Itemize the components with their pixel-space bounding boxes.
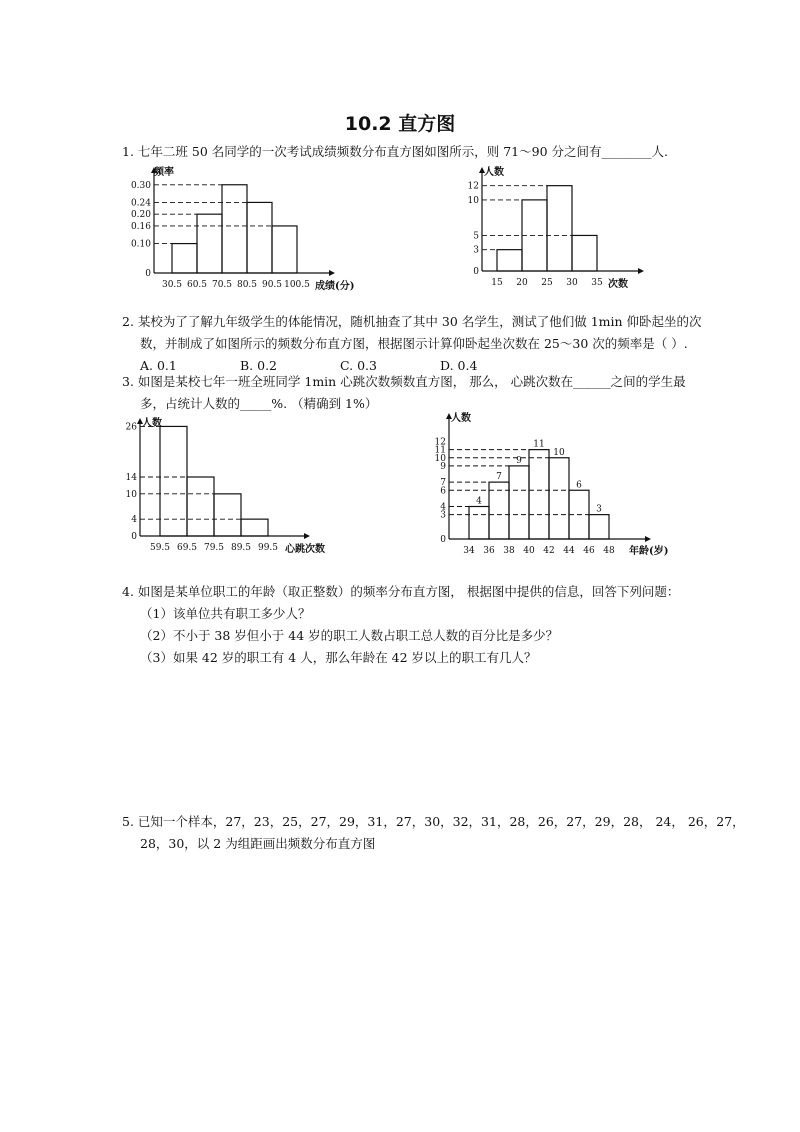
x-tick-label: 20 <box>516 278 528 288</box>
y-tick-label: 0.16 <box>130 221 151 232</box>
y-tick-label: 11 <box>434 445 446 456</box>
y-tick-label: 0 <box>131 532 137 542</box>
x-tick-label: 35 <box>591 278 603 288</box>
histogram-bar <box>572 235 597 271</box>
x-tick-label: 90.5 <box>261 280 283 290</box>
x-axis-title: 次数 <box>608 279 628 290</box>
y-tick-label: 26 <box>125 422 137 433</box>
x-tick-label: 59.5 <box>149 543 171 553</box>
question-2 <box>122 311 702 377</box>
data-label: 10 <box>553 447 565 458</box>
data-label: 7 <box>496 472 502 483</box>
x-tick-label: 70.5 <box>211 280 233 290</box>
y-tick-label: 0.24 <box>130 198 151 209</box>
x-axis-arrow <box>645 536 651 542</box>
page-title: 10.2 直方图 <box>344 113 456 135</box>
x-tick-label: 25 <box>541 278 553 288</box>
y-tick-label: 0.30 <box>130 180 151 191</box>
x-tick-label: 30 <box>566 278 578 288</box>
question-5-line1: 5. 已知一个样本，27，23，25，27，29，31，27，30，32，31，28，26，27，29，28， 24， 26，27， <box>122 814 745 829</box>
x-tick-label: 80.5 <box>236 280 258 290</box>
y-tick-label: 5 <box>473 231 479 242</box>
question-2-line1: 2. 某校为了了解九年级学生的体能情况，随机抽查了其中 30 名学生，测试了他们做 1min 仰卧起坐的次 <box>122 314 702 329</box>
histogram-bar <box>469 507 489 540</box>
y-tick-label: 6 <box>440 486 446 497</box>
option-d: D. 0.4 <box>440 358 478 373</box>
histogram-bar <box>247 202 272 273</box>
y-tick-label: 0 <box>440 535 446 545</box>
x-tick-label: 15 <box>491 278 503 288</box>
y-tick-label: 9 <box>440 461 446 472</box>
y-tick-label: 7 <box>440 478 446 489</box>
chart-heartbeat-histogram <box>118 412 368 560</box>
x-tick-label: 40 <box>523 546 535 556</box>
data-label: 3 <box>596 504 602 515</box>
x-tick-label: 69.5 <box>176 543 198 553</box>
y-tick-label: 3 <box>440 510 446 521</box>
x-tick-label: 34 <box>463 546 475 556</box>
y-tick-label: 12 <box>467 181 479 192</box>
chart-grade-histogram <box>118 163 368 298</box>
question-4-line1: 4. 如图是某单位职工的年龄（取正整数）的频率分布直方图， 根据图中提供的信息，回答下列问题： <box>122 584 680 599</box>
question-3-line1: 3. 如图是某校七年一班全班同学 1min 心跳次数频数直方图， 那么， 心跳次数在______之间的学生最 <box>122 374 686 389</box>
data-label: 11 <box>533 439 545 450</box>
histogram-bar <box>272 226 297 273</box>
x-axis-arrow <box>638 268 644 274</box>
x-tick-label: 100.5 <box>284 280 310 290</box>
x-tick-label: 44 <box>563 546 575 556</box>
x-axis-title: 年龄(岁) <box>629 546 669 557</box>
y-axis-title: 人数 <box>142 418 162 429</box>
y-tick-label: 3 <box>473 245 479 256</box>
x-tick-label: 30.5 <box>161 280 183 290</box>
data-label: 6 <box>576 480 582 491</box>
question-5-line2: 28，30，以 2 为组距画出频数分布直方图 <box>140 836 376 851</box>
question-3-line2: 多，占统计人数的_____%. （精确到 1%） <box>140 396 378 411</box>
x-tick-label: 42 <box>543 546 555 556</box>
question-4 <box>122 581 682 669</box>
chart-age-histogram <box>425 408 675 560</box>
y-tick-label: 0 <box>145 269 151 279</box>
y-tick-label: 14 <box>125 473 137 483</box>
histogram-bar <box>497 250 522 271</box>
data-label: 4 <box>476 496 482 507</box>
y-tick-label: 10 <box>467 195 479 206</box>
histogram-bar <box>187 477 214 536</box>
x-tick-label: 46 <box>583 546 595 556</box>
question-4-sub1: （1）该单位共有职工多少人？ <box>140 606 311 621</box>
y-axis-title: 人数 <box>451 413 471 424</box>
x-axis-title: 成绩(分) <box>315 281 355 292</box>
histogram-bar <box>222 185 247 273</box>
x-tick-label: 36 <box>483 546 495 556</box>
question-5 <box>122 811 745 855</box>
option-a: A. 0.1 <box>140 358 177 373</box>
x-axis-title: 心跳次数 <box>285 544 325 555</box>
question-2-line2: 数，并制成了如图所示的频数分布直方图，根据图示计算仰卧起坐次数在 25～30 次的频率是（ ）. <box>140 336 688 351</box>
histogram-bar <box>197 214 222 273</box>
option-b: B. 0.2 <box>240 358 278 373</box>
question-4-sub2: （2）不小于 38 岁但小于 44 岁的职工人数占职工总人数的百分比是多少？ <box>140 628 559 643</box>
question-4-sub3: （3）如果 42 岁的职工有 4 人，那么年龄在 42 岁以上的职工有几人？ <box>140 650 537 665</box>
y-tick-label: 0.20 <box>130 210 151 221</box>
y-tick-label: 10 <box>125 489 137 500</box>
option-c: C. 0.3 <box>340 358 377 373</box>
x-tick-label: 38 <box>503 546 515 556</box>
y-tick-label: 4 <box>131 515 137 526</box>
histogram-bar <box>529 450 549 539</box>
chart-situp-histogram <box>462 163 662 298</box>
y-axis-title: 频率 <box>154 167 174 178</box>
x-tick-label: 99.5 <box>257 543 279 553</box>
histogram-bar <box>214 494 241 536</box>
x-tick-label: 48 <box>603 546 615 556</box>
x-axis-arrow <box>329 270 335 276</box>
y-tick-label: 0 <box>473 267 479 277</box>
histogram-bar <box>509 466 529 539</box>
histogram-bar <box>547 186 572 271</box>
question-1 <box>122 141 682 163</box>
x-tick-label: 89.5 <box>230 543 252 553</box>
histogram-bar <box>172 244 197 273</box>
y-tick-label: 12 <box>434 437 446 448</box>
data-label: 9 <box>516 455 522 466</box>
histogram-bar <box>589 515 609 539</box>
y-tick-label: 4 <box>440 502 446 513</box>
x-tick-label: 79.5 <box>203 543 225 553</box>
histogram-bar <box>549 458 569 539</box>
x-tick-label: 60.5 <box>186 280 208 290</box>
question-1-text: 1. 七年二班 50 名同学的一次考试成绩频数分布直方图如图所示，则 71～90 分之间有________人. <box>122 144 668 159</box>
y-tick-label: 0.10 <box>130 239 151 250</box>
x-axis-arrow <box>304 533 310 539</box>
histogram-bar <box>241 519 268 536</box>
y-tick-label: 10 <box>434 453 446 464</box>
y-axis-title: 人数 <box>484 167 504 178</box>
